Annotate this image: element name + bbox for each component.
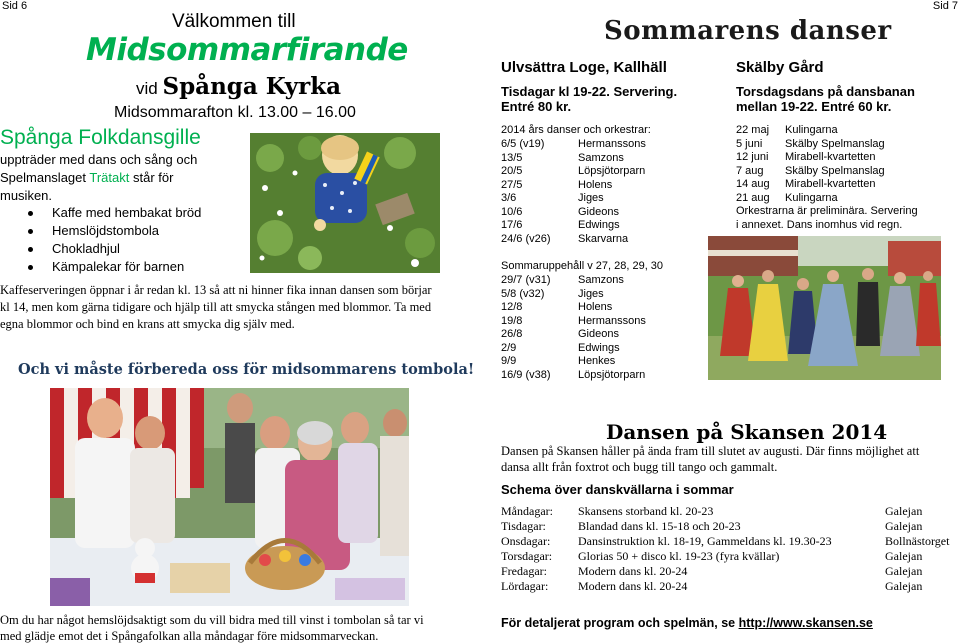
list-item: Kämpalekar för barnen <box>20 258 250 276</box>
band-cell: Jiges <box>578 287 604 300</box>
date-cell: 16/9 (v38) <box>501 368 551 381</box>
band-cell: Skälby Spelmanslag <box>785 137 885 150</box>
band-cell: Hermanssons <box>578 314 646 327</box>
event-cell: Blandad dans kl. 15-18 och 20-23 <box>578 519 741 533</box>
event-date: Midsommarafton kl. 13.00 – 16.00 <box>114 104 356 121</box>
performs-line1: uppträder med dans och sång och <box>0 152 198 167</box>
date-cell: 10/6 <box>501 205 523 218</box>
date-cell: 6/5 (v19) <box>501 138 545 150</box>
folkdance-photo <box>708 236 941 380</box>
event-cell: Skansens storband kl. 20-23 <box>578 504 714 518</box>
group-name: Spånga Folkdansgille <box>0 126 201 149</box>
paragraph-line: Kaffeserveringen öppnar i år redan kl. 13 så att ni hinner fika innan dansen som börjar <box>0 283 432 297</box>
date-cell: 21 aug <box>736 191 770 204</box>
skalby-note <box>736 205 918 232</box>
performs-line3: musiken. <box>0 188 53 203</box>
day-cell: Onsdagar: <box>501 534 551 548</box>
skansen-footer <box>501 616 873 630</box>
footer-line: med glädje emot det i Spångafolkan alla måndagar före midsommarveckan. <box>0 629 379 643</box>
skalby-details <box>736 84 915 114</box>
day-cell: Fredagar: <box>501 564 547 578</box>
place-cell: Galejan <box>885 504 923 518</box>
venue-line <box>136 73 341 100</box>
ulvsattra-intro: 2014 års danser och orkestrar: <box>501 124 651 136</box>
day-cell: Torsdagar: <box>501 549 553 563</box>
paragraph-line: kl 14, men kom gärna tidigare och hjälp till att smycka stången med blommor. Ta med <box>0 300 432 314</box>
band-cell: Henkes <box>578 355 616 367</box>
skalby-times: mellan 19-22. Entré 60 kr. <box>736 99 892 114</box>
band-cell: Kulingarna <box>785 191 838 204</box>
ulvsattra-heading: Ulvsättra Loge, Kallhäll <box>501 59 667 76</box>
list-item: Kaffe med hembakat bröd <box>20 204 250 222</box>
band-cell: Löpsjötorparn <box>578 165 646 177</box>
activity-list <box>20 204 250 276</box>
skalby-schedule <box>736 124 946 204</box>
band-cell: Holens <box>578 301 613 313</box>
skansen-schedule <box>501 504 960 596</box>
dances-title: Sommarens danser <box>604 16 892 46</box>
date-cell: 12/8 <box>501 301 523 313</box>
venue-name: Spånga Kyrka <box>162 73 342 100</box>
page-number-left: Sid 6 <box>2 0 28 12</box>
performs-prefix: Spelmanslaget <box>0 170 90 185</box>
ulvsattra-times: Tisdagar kl 19-22. Servering. <box>501 84 678 99</box>
note-line: i annexet. Dans inomhus vid regn. <box>736 218 903 231</box>
child-flowers-photo <box>250 133 440 273</box>
place-cell: Galejan <box>885 549 923 563</box>
date-cell: 12 juni <box>736 151 769 163</box>
band-cell: Kulingarna <box>785 124 838 136</box>
date-cell: 27/5 <box>501 178 523 191</box>
tombola-heading: Och vi måste förbereda oss för midsommarens tombola! <box>18 361 475 378</box>
band-cell: Gideons <box>578 205 619 218</box>
event-cell: Modern dans kl. 20-24 <box>578 579 688 593</box>
place-cell: Galejan <box>885 564 923 578</box>
skansen-intro <box>501 444 919 475</box>
band-cell: Skälby Spelmanslag <box>785 164 885 177</box>
ulvsattra-schedule <box>501 138 671 250</box>
event-cell: Dansinstruktion kl. 18-19, Gammeldans kl. 19.30-23 <box>578 534 832 548</box>
schedule-heading: Schema över danskvällarna i sommar <box>501 482 734 497</box>
ulvsattra-schedule-autumn <box>501 274 671 386</box>
tombola-footer <box>0 612 424 643</box>
footer-prefix: För detaljerat program och spelmän, se <box>501 616 739 630</box>
place-cell: Galejan <box>885 519 923 533</box>
tombola-photo <box>50 388 409 606</box>
ulvsattra-details <box>501 84 677 114</box>
venue-prefix: vid <box>136 79 163 98</box>
summer-break: Sommaruppehåll v 27, 28, 29, 30 <box>501 260 664 272</box>
performs-suffix: står för <box>129 170 174 185</box>
band-cell: Löpsjötorparn <box>578 368 646 381</box>
footer-line: Om du har något hemslöjdsaktigt som du vill bidra med till vinst i tombolan så tar vi <box>0 613 424 627</box>
day-cell: Måndagar: <box>501 504 553 518</box>
date-cell: 3/6 <box>501 192 517 204</box>
band-cell: Mirabell-kvartetten <box>785 151 876 163</box>
intro-line: Dansen på Skansen håller på ända fram till slutet av augusti. Där finns möjlighet att <box>501 444 920 458</box>
band-cell: Jiges <box>578 192 604 204</box>
list-item: Hemslöjdstombola <box>20 222 250 240</box>
date-cell: 22 maj <box>736 124 770 136</box>
day-cell: Lördagar: <box>501 579 549 593</box>
ulvsattra-entry: Entré 80 kr. <box>501 99 572 114</box>
place-cell: Bollnästorget <box>885 534 950 548</box>
date-cell: 5/8 (v32) <box>501 287 545 300</box>
band-cell: Hermanssons <box>578 138 646 150</box>
place-cell: Galejan <box>885 579 923 593</box>
event-cell: Modern dans kl. 20-24 <box>578 564 688 578</box>
skansen-heading: Dansen på Skansen 2014 <box>606 420 888 444</box>
intro-line: dansa allt från foxtrot och bugg till tango och gammalt. <box>501 459 778 474</box>
skalby-subtitle: Torsdagsdans på dansbanan <box>736 84 915 99</box>
date-cell: 26/8 <box>501 328 523 340</box>
band-cell: Gideons <box>578 328 619 340</box>
band-cell: Samzons <box>578 151 624 164</box>
skalby-heading: Skälby Gård <box>736 59 824 76</box>
event-cell: Glorias 50 + disco kl. 19-23 (fyra kvällar) <box>578 549 780 563</box>
band-name: Trätakt <box>89 170 130 185</box>
date-cell: 17/6 <box>501 219 523 231</box>
band-cell: Edwings <box>578 219 620 231</box>
band-cell: Samzons <box>578 274 624 286</box>
list-item: Chokladhjul <box>20 240 250 258</box>
welcome-text: Välkommen till <box>172 11 296 32</box>
band-cell: Mirabell-kvartetten <box>785 178 876 190</box>
date-cell: 19/8 <box>501 314 523 327</box>
date-cell: 2/9 <box>501 341 517 354</box>
date-cell: 14 aug <box>736 178 770 190</box>
date-cell: 24/6 (v26) <box>501 232 551 245</box>
note-line: Orkestrarna är preliminära. Servering <box>736 205 918 217</box>
coffee-paragraph <box>0 282 452 333</box>
band-cell: Holens <box>578 178 613 191</box>
band-cell: Skarvarna <box>578 232 629 245</box>
date-cell: 29/7 (v31) <box>501 274 551 286</box>
date-cell: 13/5 <box>501 151 523 164</box>
date-cell: 5 juni <box>736 137 763 150</box>
band-cell: Edwings <box>578 341 620 354</box>
date-cell: 7 aug <box>736 164 764 177</box>
date-cell: 9/9 <box>501 355 517 367</box>
page-number-right: Sid 7 <box>932 0 958 12</box>
event-title: Midsommarfirande <box>86 32 408 68</box>
performs-line2 <box>0 170 173 185</box>
paragraph-line: egna blommor och bind en krans att smycka dig själv med. <box>0 317 295 331</box>
skansen-link[interactable]: http://www.skansen.se <box>738 616 873 630</box>
day-cell: Tisdagar: <box>501 519 546 533</box>
date-cell: 20/5 <box>501 165 523 177</box>
